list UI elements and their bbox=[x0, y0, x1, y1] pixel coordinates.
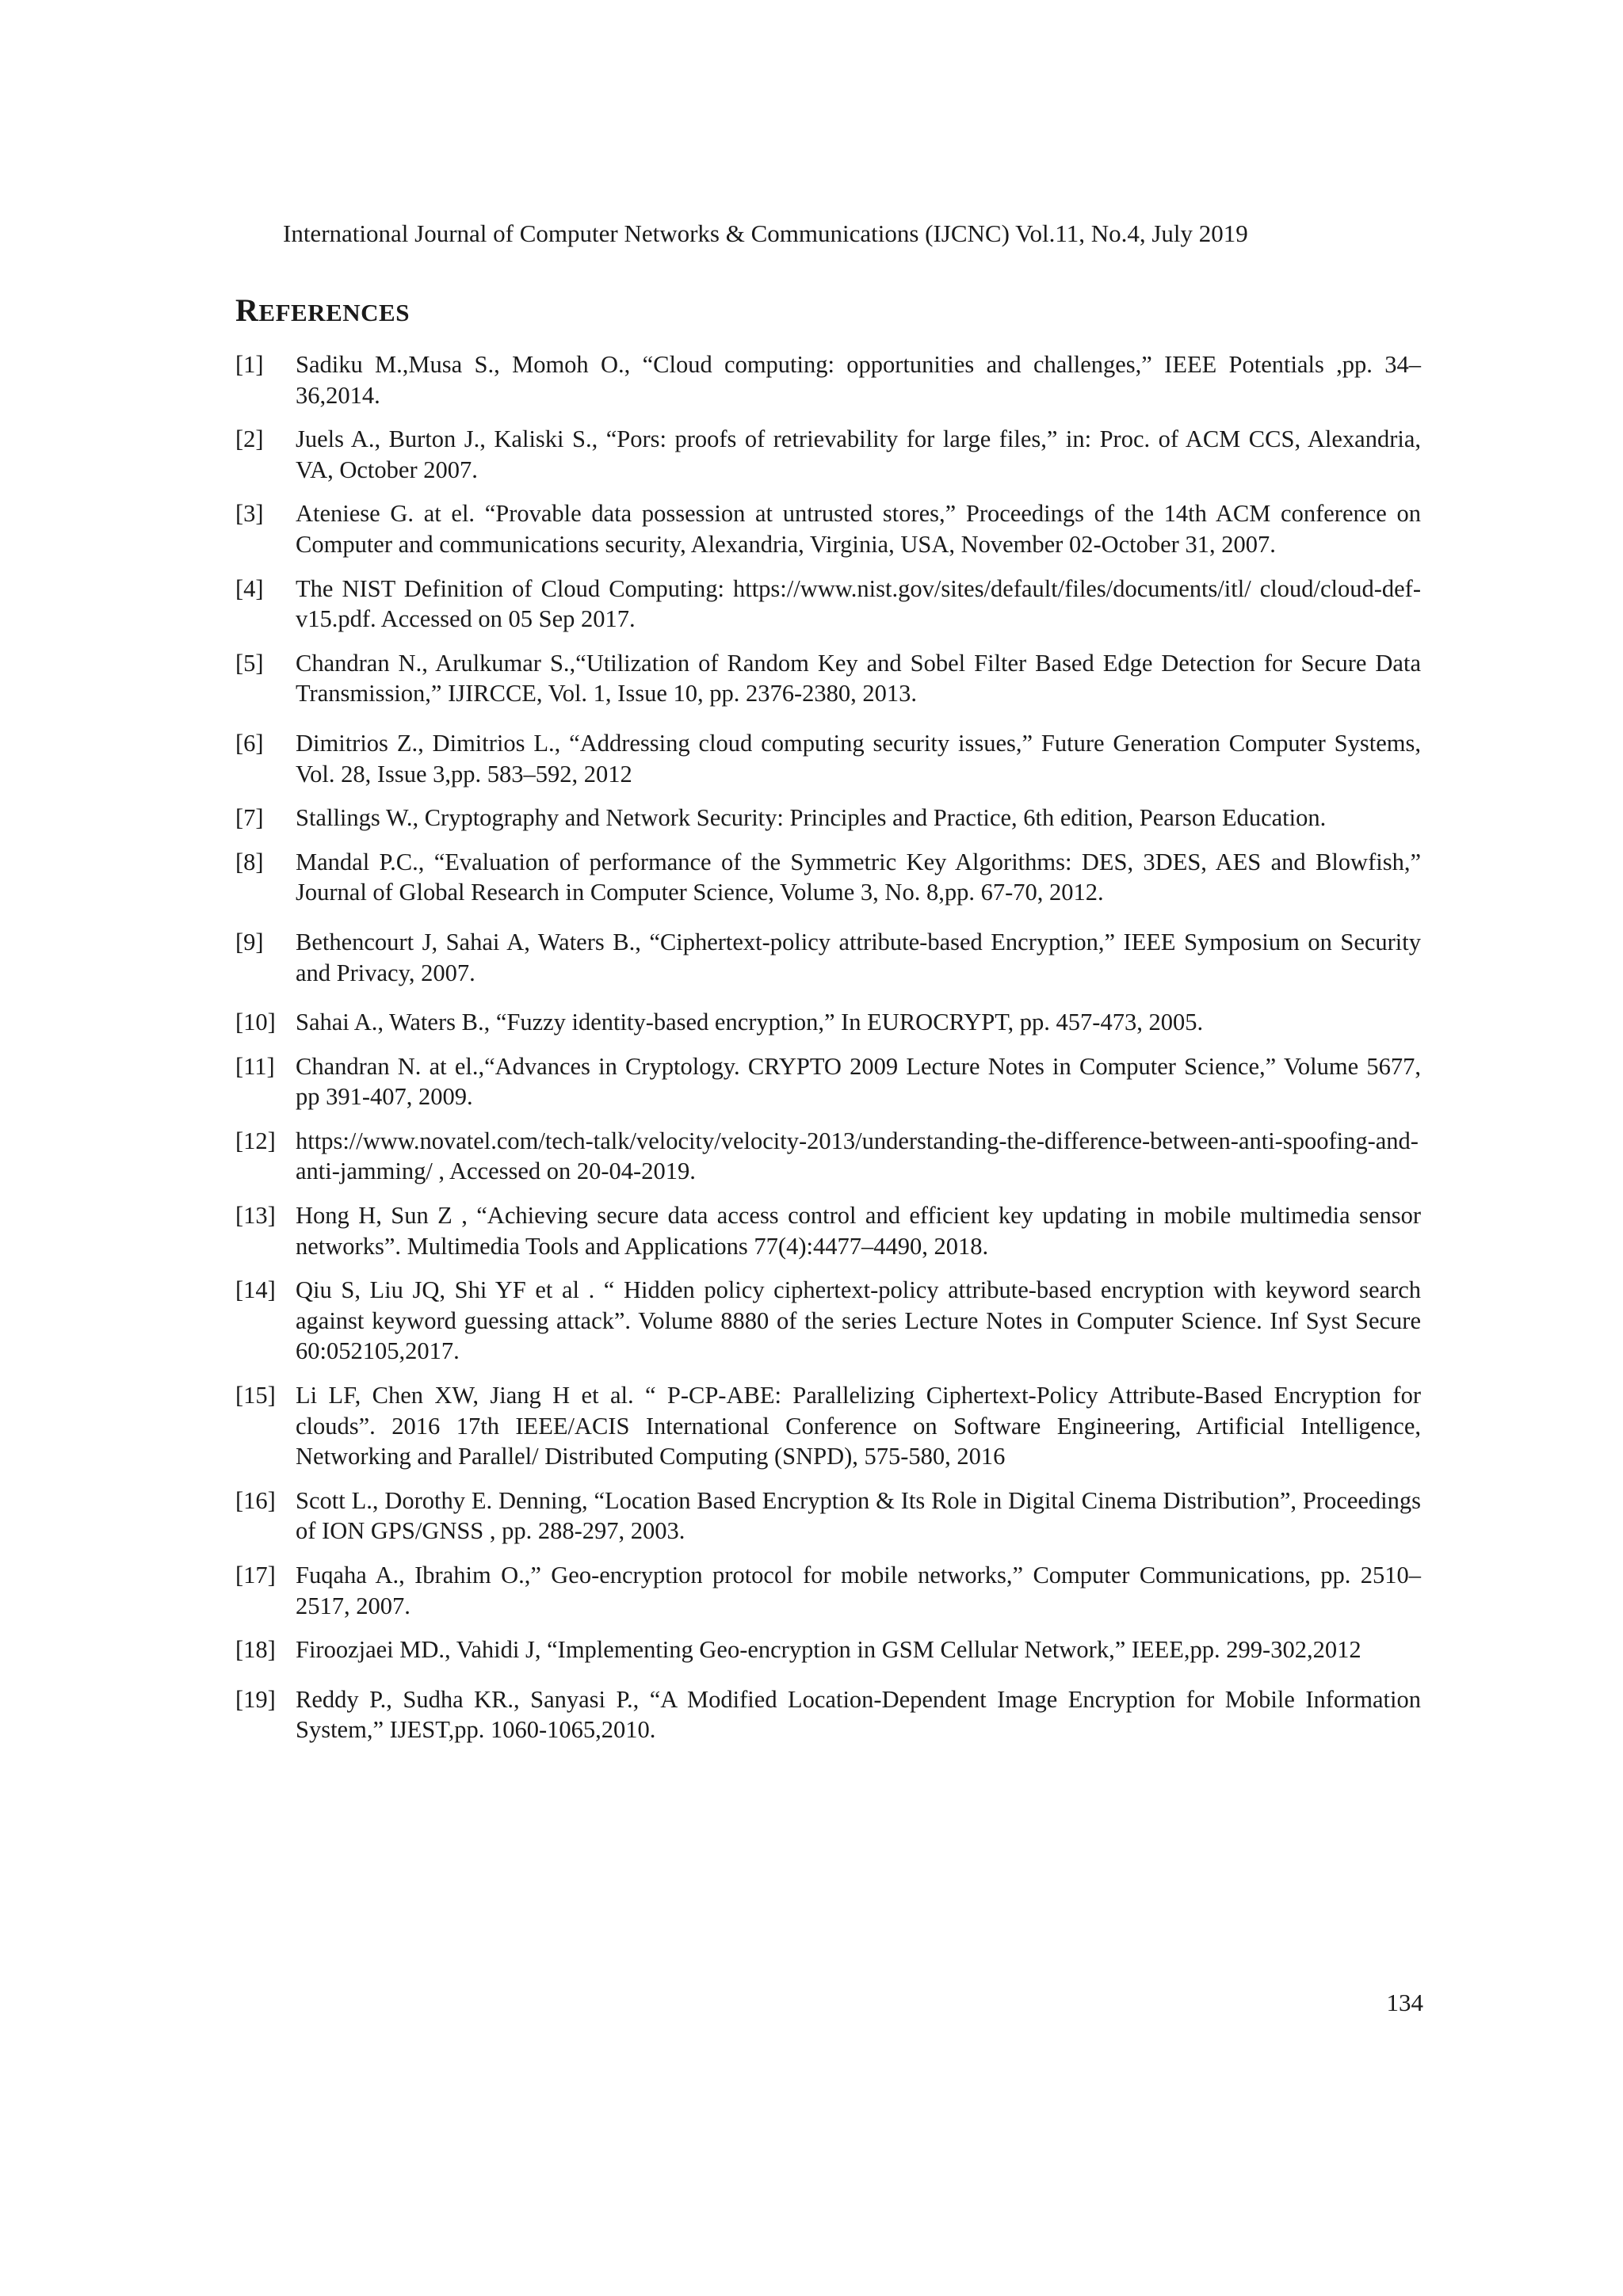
reference-number: [15] bbox=[235, 1382, 276, 1409]
reference-text: Qiu S, Liu JQ, Shi YF et al . “ Hidden policy ciphertext-policy attribute-based encryption with keyword search against keyword guessing attack”. Volume 8880 of the series Lecture Notes in Computer Science. Inf Syst Secure 60:052105,2017. bbox=[296, 1276, 1421, 1365]
reference-number: [10] bbox=[235, 1009, 276, 1036]
references-heading-initial: R bbox=[235, 292, 259, 328]
reference-item bbox=[235, 1684, 1421, 1745]
reference-number: [11] bbox=[235, 1052, 275, 1080]
reference-text: Stallings W., Cryptography and Network Security: Principles and Practice, 6th edition, Pearson Education. bbox=[296, 804, 1327, 832]
reference-number: [8] bbox=[235, 848, 264, 875]
reference-number: [9] bbox=[235, 928, 264, 955]
reference-list bbox=[235, 349, 1421, 1759]
reference-item bbox=[235, 1275, 1421, 1367]
running-header: International Journal of Computer Networks & Communications (IJCNC) Vol.11, No.4, July 2019 bbox=[283, 219, 1248, 247]
reference-text: Scott L., Dorothy E. Denning, “Location Based Encryption & Its Role in Digital Cinema Distribution”, Proceedings of ION GPS/GNSS , pp. 288-297, 2003. bbox=[296, 1486, 1421, 1545]
reference-number: [12] bbox=[235, 1127, 276, 1154]
reference-item bbox=[235, 648, 1421, 709]
reference-item bbox=[235, 349, 1421, 410]
reference-item bbox=[235, 728, 1421, 789]
reference-item bbox=[235, 1126, 1421, 1187]
reference-text: Chandran N. at el.,“Advances in Cryptology. CRYPTO 2009 Lecture Notes in Computer Science,” Volume 5677, pp 391-407, 2009. bbox=[296, 1052, 1421, 1111]
reference-text: Fuqaha A., Ibrahim O.,” Geo-encryption protocol for mobile networks,” Computer Communications, pp. 2510–2517, 2007. bbox=[296, 1562, 1421, 1619]
reference-number: [2] bbox=[235, 425, 264, 453]
reference-number: [17] bbox=[235, 1562, 276, 1589]
reference-number: [16] bbox=[235, 1486, 276, 1514]
reference-item bbox=[235, 927, 1421, 988]
reference-text: Dimitrios Z., Dimitrios L., “Addressing cloud computing security issues,” Future Generation Computer Systems, Vol. 28, Issue 3,pp. 583–592, 2012 bbox=[296, 729, 1421, 788]
reference-item bbox=[235, 1200, 1421, 1261]
reference-number: [13] bbox=[235, 1202, 276, 1230]
references-heading bbox=[235, 291, 410, 333]
reference-item bbox=[235, 574, 1421, 635]
reference-item bbox=[235, 1560, 1421, 1621]
page-number: 134 bbox=[1386, 1989, 1423, 2016]
reference-number: [14] bbox=[235, 1276, 276, 1304]
reference-text: Chandran N., Arulkumar S.,“Utilization of Random Key and Sobel Filter Based Edge Detection for Secure Data Transmission,” IJIRCCE, Vol. 1, Issue 10, pp. 2376-2380, 2013. bbox=[296, 649, 1421, 707]
reference-item bbox=[235, 498, 1421, 559]
reference-item bbox=[235, 803, 1421, 833]
reference-text: Sadiku M.,Musa S., Momoh O., “Cloud computing: opportunities and challenges,” IEEE Potentials ,pp. 34–36,2014. bbox=[296, 351, 1421, 409]
reference-text: Reddy P., Sudha KR., Sanyasi P., “A Modified Location-Dependent Image Encryption for Mobile Information System,” IJEST,pp. 1060-1065,2010. bbox=[296, 1685, 1421, 1744]
reference-text: Firoozjaei MD., Vahidi J, “Implementing Geo-encryption in GSM Cellular Network,” IEEE,pp. 299-302,2012 bbox=[296, 1636, 1361, 1664]
reference-number: [3] bbox=[235, 500, 264, 528]
reference-text: Mandal P.C., “Evaluation of performance of the Symmetric Key Algorithms: DES, 3DES, AES and Blowfish,” Journal of Global Research in Computer Science, Volume 3, No. 8,pp. 67-70, 2012. bbox=[296, 848, 1421, 906]
reference-number: [1] bbox=[235, 351, 264, 378]
reference-number: [7] bbox=[235, 804, 264, 832]
reference-number: [19] bbox=[235, 1685, 276, 1713]
reference-number: [6] bbox=[235, 729, 264, 757]
reference-number: [4] bbox=[235, 574, 264, 602]
reference-text: Li LF, Chen XW, Jiang H et al. “ P-CP-ABE: Parallelizing Ciphertext-Policy Attribute-Based Encryption for clouds”. 2016 17th IEEE/ACIS International Conference on Software Engineering, Artificial Intelligence, Networking and Parallel/ Distributed Computing (SNPD), 575-580, 2016 bbox=[296, 1382, 1421, 1470]
reference-text: The NIST Definition of Cloud Computing: https://www.nist.gov/sites/default/files/documents/itl/ cloud/cloud-def-v15.pdf. Accessed on 05 Sep 2017. bbox=[296, 574, 1421, 633]
reference-item bbox=[235, 1634, 1421, 1665]
reference-text: Sahai A., Waters B., “Fuzzy identity-based encryption,” In EUROCRYPT, pp. 457-473, 2005. bbox=[296, 1009, 1204, 1036]
reference-number: [5] bbox=[235, 649, 264, 677]
reference-item bbox=[235, 1051, 1421, 1112]
reference-text: https://www.novatel.com/tech-talk/velocity/velocity-2013/understanding-the-difference-between-anti-spoofing-and-anti-jamming/ , Accessed on 20-04-2019. bbox=[296, 1127, 1419, 1185]
reference-item bbox=[235, 1486, 1421, 1547]
reference-text: Hong H, Sun Z , “Achieving secure data access control and efficient key updating in mobile multimedia sensor networks”. Multimedia Tools and Applications 77(4):4477–4490, 2018. bbox=[296, 1202, 1421, 1260]
reference-item bbox=[235, 424, 1421, 485]
reference-number: [18] bbox=[235, 1636, 276, 1664]
references-heading-rest: EFERENCES bbox=[258, 299, 410, 326]
reference-item bbox=[235, 1380, 1421, 1472]
reference-text: Juels A., Burton J., Kaliski S., “Pors: proofs of retrievability for large files,” in: Proc. of ACM CCS, Alexandria, VA, October 2007. bbox=[296, 425, 1421, 483]
reference-text: Ateniese G. at el. “Provable data possession at untrusted stores,” Proceedings of the 14th ACM conference on Computer and communications security, Alexandria, Virginia, USA, November 02-October 31, 2007. bbox=[296, 500, 1421, 558]
reference-text: Bethencourt J, Sahai A, Waters B., “Ciphertext-policy attribute-based Encryption,” IEEE Symposium on Security and Privacy, 2007. bbox=[296, 928, 1421, 986]
reference-item bbox=[235, 1007, 1421, 1038]
reference-item bbox=[235, 847, 1421, 908]
